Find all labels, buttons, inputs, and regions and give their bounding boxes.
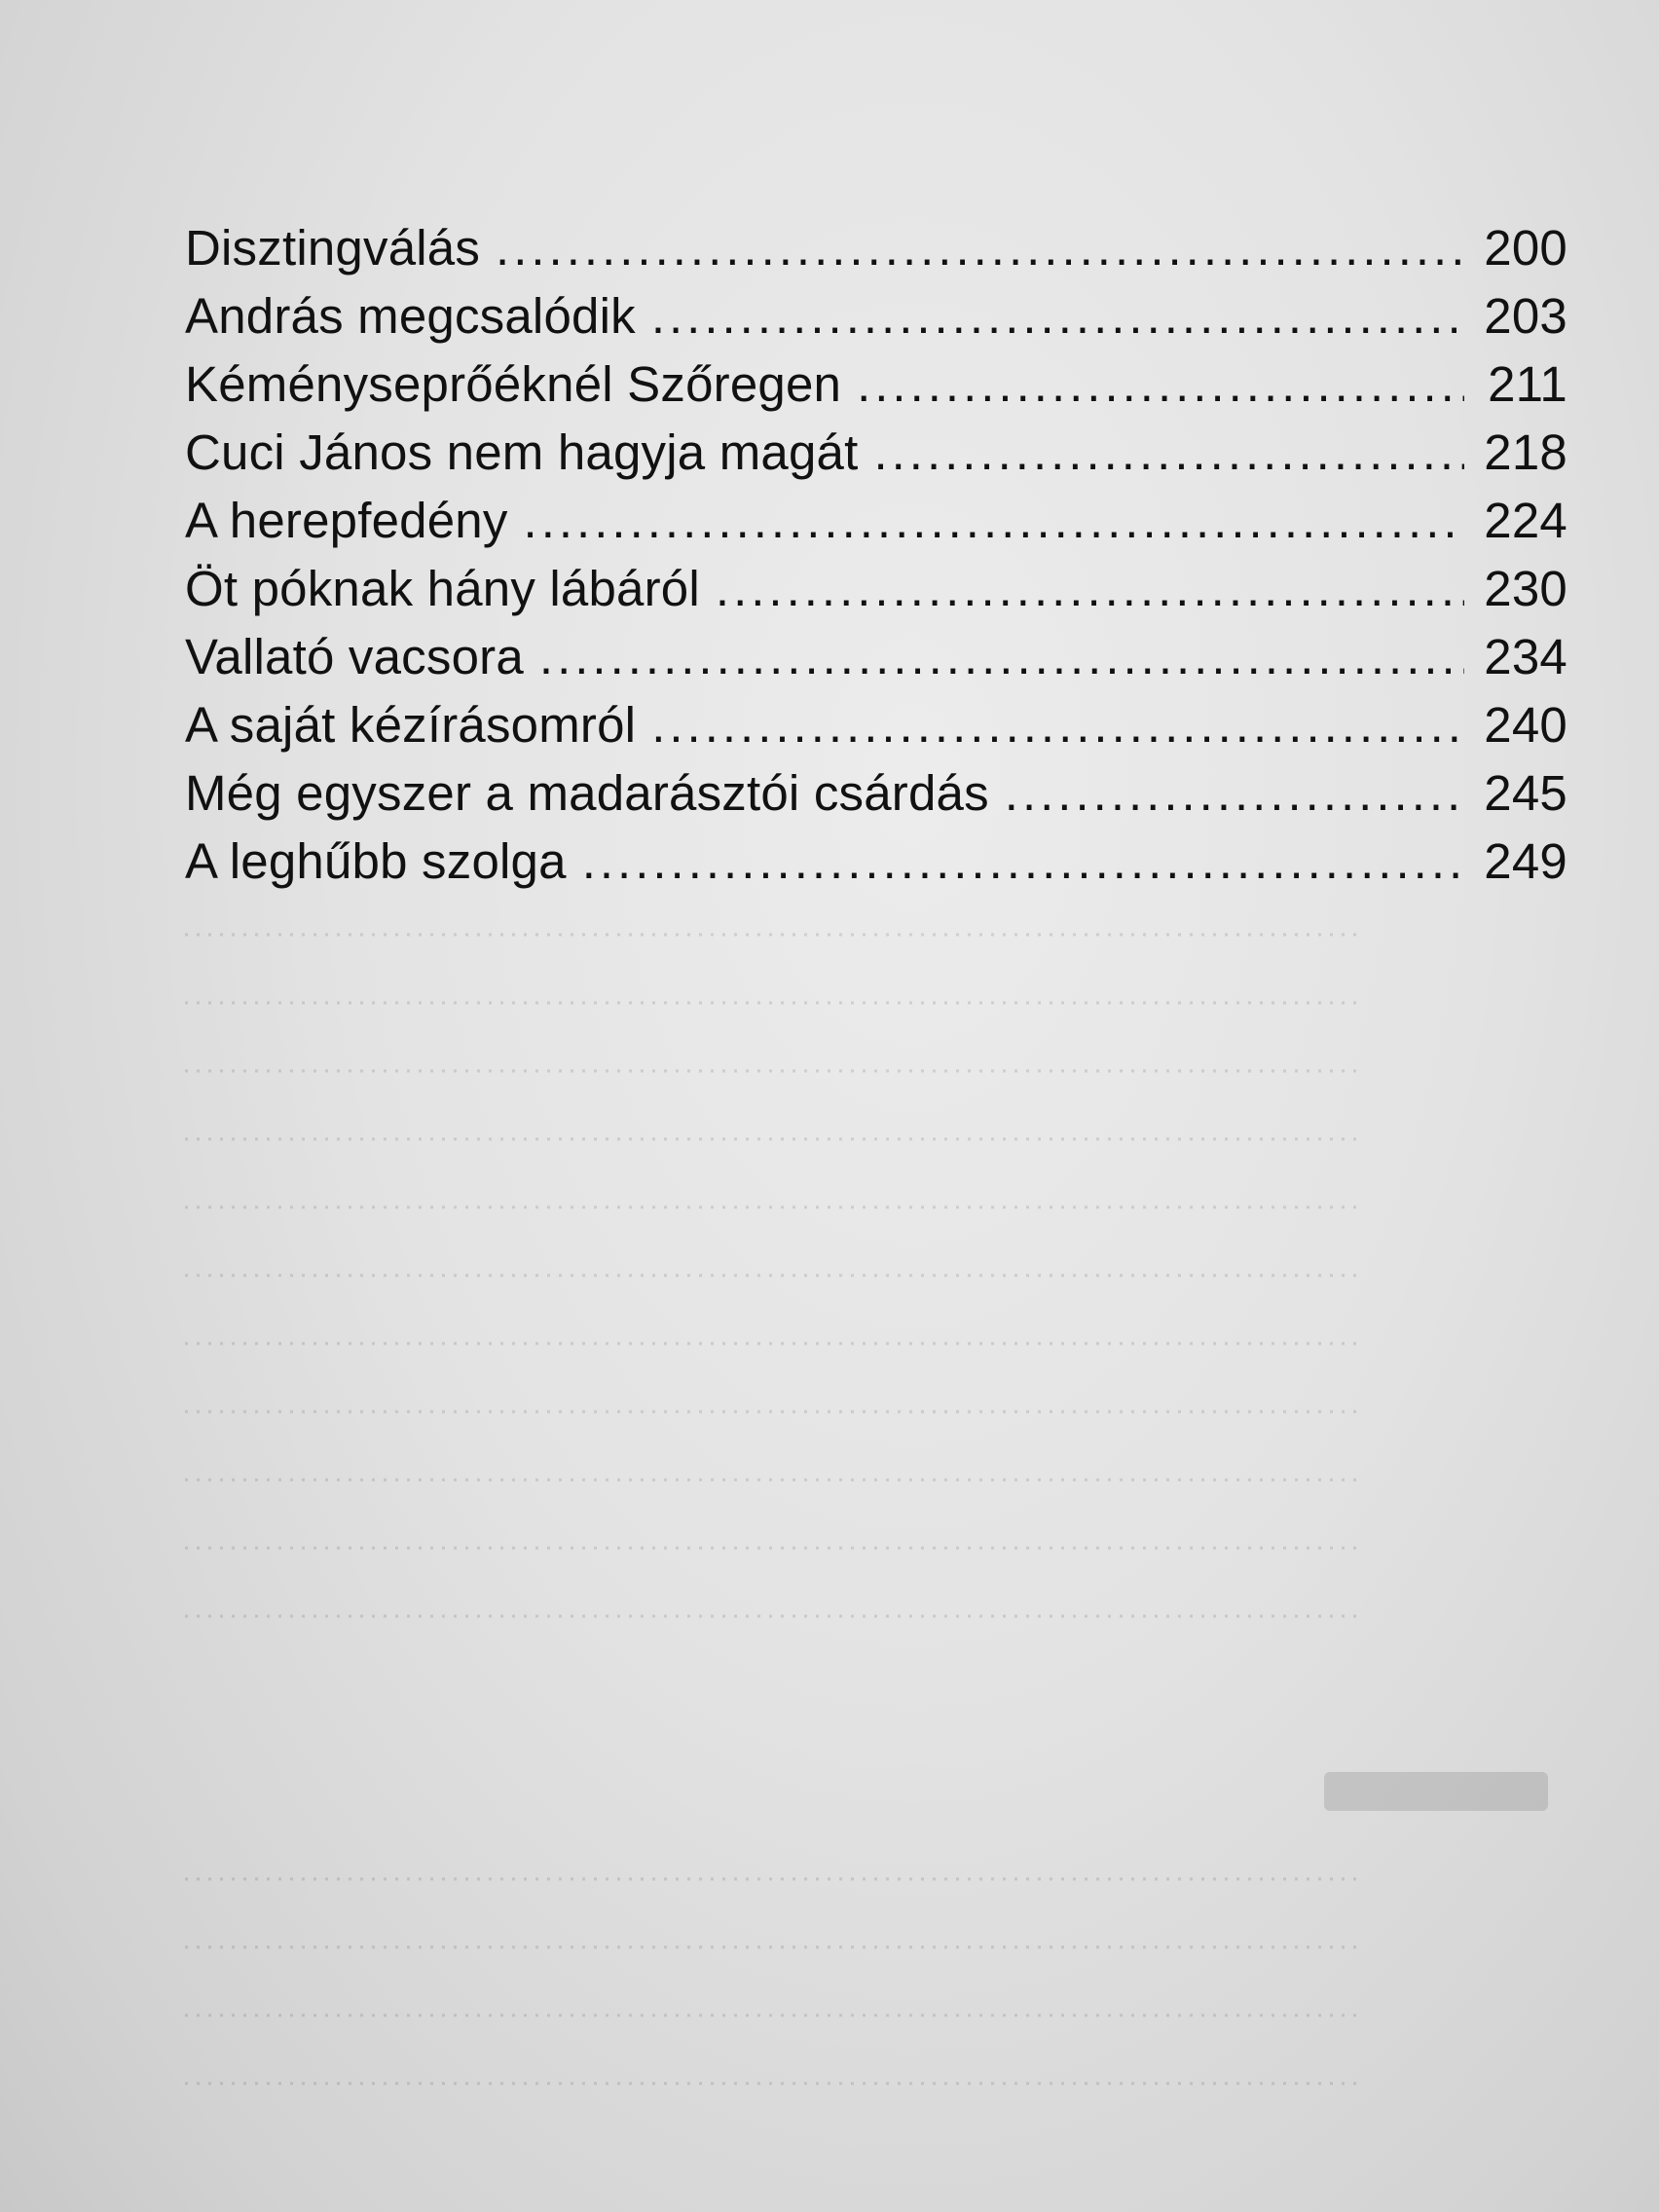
toc-entry-title: Disztingválás [185, 220, 481, 276]
dot-leader [1005, 759, 1464, 828]
toc-entry-page: 203 [1484, 288, 1567, 344]
toc-entry-page: 249 [1484, 833, 1567, 889]
toc-entry-page: 230 [1484, 561, 1567, 616]
dot-leader [857, 350, 1464, 419]
dot-leader [539, 623, 1464, 691]
toc-entry-page: 224 [1484, 493, 1567, 548]
toc-entry-title: Még egyszer a madarásztói csárdás [185, 765, 989, 821]
dot-leader [873, 419, 1464, 487]
toc-entry-title: Öt póknak hány lábáról [185, 561, 700, 616]
toc-entry-title: Kéményseprőéknél Szőregen [185, 356, 842, 412]
toc-entry-page: 240 [1484, 697, 1567, 753]
table-of-contents [185, 214, 1567, 896]
toc-entry [185, 419, 1567, 487]
toc-entry [185, 691, 1567, 759]
toc-entry [185, 828, 1567, 896]
toc-entry-page: 200 [1484, 220, 1567, 276]
dot-leader [582, 828, 1464, 896]
toc-entry [185, 487, 1567, 555]
dot-leader [651, 282, 1464, 350]
toc-entry [185, 282, 1567, 350]
toc-entry-page: 211 [1488, 356, 1567, 412]
toc-entry-title: Cuci János nem hagyja magát [185, 424, 859, 480]
toc-entry-title: A herepfedény [185, 493, 508, 548]
dot-leader [524, 487, 1464, 555]
toc-entry [185, 555, 1567, 623]
toc-entry-title: Vallató vacsora [185, 629, 524, 684]
toc-entry [185, 350, 1567, 419]
dot-leader [716, 555, 1464, 623]
toc-entry [185, 214, 1567, 282]
dot-leader [496, 214, 1464, 282]
dot-leader [651, 691, 1464, 759]
toc-entry-page: 234 [1484, 629, 1567, 684]
toc-entry-page: 218 [1484, 424, 1567, 480]
toc-entry-title: A saját kézírásomról [185, 697, 637, 753]
toc-entry [185, 759, 1567, 828]
toc-entry [185, 623, 1567, 691]
toc-entry-title: András megcsalódik [185, 288, 636, 344]
toc-entry-title: A leghűbb szolga [185, 833, 567, 889]
toc-entry-page: 245 [1484, 765, 1567, 821]
